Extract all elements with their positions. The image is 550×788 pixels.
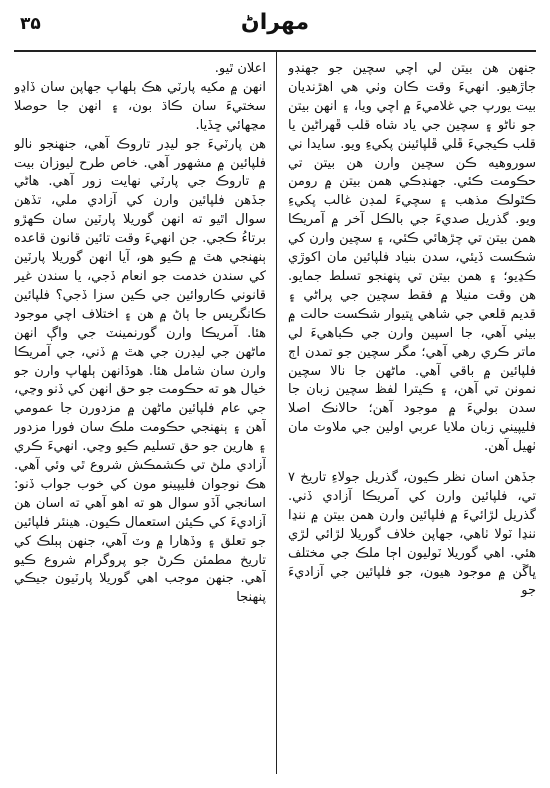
left-column (14, 60, 266, 772)
page-header (0, 0, 550, 52)
paragraph: جڏهن اسان نظر ڪيون، گذريل جولاءِ تاريخ ۷ تي، فلپائين وارن کي آمريڪا آزادي ڏني. گذريل لڙائيءَ ۾ فلپائين وارن همن بيتن ۾ ننڍا ننڍا ٽولا ٺاهي، جهاپن خلاف گوريلا لڙائي لڙي هئي. اهي گوريلا ٽوليون اڄا ملڪ جي مختلف ڀاڱن ۾ موجود هيون، جو فلپائين جي آزاديءَ جو (288, 470, 536, 599)
column-divider (276, 52, 277, 774)
paragraph: جنهن هن بيتن لي اچي سچين جو جهنڊو جاڙهيو. انهيءَ وقت ڪان وٺي هي اهڙنديان بيت يورپ جي غلاميءَ ۾ اچي ويا، ۽ انهن بيتن جو ناڻو ۽ سچين جي ياد شاه قلب ڦهراڻين يا قلب ڪيجيءَ ڦلي ڦلپائينن پکيءِ ويو. سايدا ني سوروهيه ڪن سچين وارن هن بيتن تي حڪومت ڪئي. جهنڊڪي همن بيتن ۾ رومن ڪٿولڪ مذهب ۽ سچيءَ لمڊن غالب پکيءِ ويو. گذريل صديءَ جي بالڪل آخر ۾ آمريڪا همن بيتن تي چڙهائي ڪئي، ۽ سچين وارن کي شڪست ڏيئي، سدن بنياد فلپائين مان اکوڙي ڪڍيو؛ ۽ همن بيتن تي پنهنجو تسلط جمايو. هن وقت منيلا ۾ فقط سچين جي پراڻي ۽ قديم قلعي جي شاهي ڀتيوار شڪست حالت ۾ بيٺي آهي، جا اسپين وارن جي ڪباهيءَ لي ماتر ڪري رهي آهي؛ مگر سچين جو تمدن اڄ فلپائين ۾ باقي آهي. ماڻهن جا نالا سچين نمونن تي آهن، ۽ ڪيترا لفظ سچين زبان جا سدن بوليءَ ۾ موجود آهن؛ حالانڪ اصلا فليپيني زبان ملايا عربي اولين جي ملاوٽ مان ٺهيل آهن. (288, 61, 536, 455)
page-number: ۳۵ (20, 14, 41, 34)
paragraph: اعلان ٿيو. (214, 61, 266, 76)
running-title: مهراڻ (240, 10, 310, 35)
paragraph: هن پارٽيءَ جو ليڊر تاروڪ آهي، جنهنجو نالو فلپائين ۾ مشهور آهي. خاص طرح ليوزان بيت ۾ تاروڪ جي پارٽي نهايت زور آهي. هاڻي جڏهن فلپائين وارن کي آزادي ملي، تڏهن سوال اٿيو ته انهن گوريلا پارٽين سان ڪهڙو برتاءُ ڪجي. جن انهيءَ وقت تائين قانون قاعده ٻنهنجي هٿ ۾ ڪيو هو، آيا انهن گوريلا پارٽين کي سندن خدمت جو انعام ڏجي، يا سندن غير قانوني ڪاروائين جي ڪين سزا ڏجي؟ فلپائين ڪانگريس جا ٻاڻ ۾ هن ۽ اختلاف اچي موجود هئا. آمريڪا وارن گورنمينٽ جي واڳ انهن ماڻهن جي ليڊرن جي هٿ ۾ ڏني، جي آمريڪا وارن سان شامل هئا. هوڏانهن ٻلهاپ وارن جو خيال هو ته حڪومت جو حق انهن کي ڏنو وڃي، جي عام فلپائين ماڻهن ۾ مزدورن جا عمومي آهن ۽ ٻنهنجي حڪومت ملڪ سان فورا مزدور ۽ هارين جو حق تسليم ڪيو وڃي. انهيءَ ڪري آزادي ملڻ تي ڪشمڪش شروع ٿي وئي آهي. هڪ نوجوان فليپينو مون کي خوب جواب ڏنو: اسانجي آڏو سوال هو ته اهو آهي ته اسان هن آزاديءَ کي ڪيئن استعمال ڪيون. هينئر فلپائين جو تعلق ۽ وڏهارا ۾ وٽ آهي، جنهن ٻبلڪ کي تاريخ مطمئن ڪرڻ جو پروگرام شروع ڪيو آهي. جنهن موجب اهي گوريلا پارٽيون جيڪي پنهنجا (14, 136, 266, 606)
paragraph: انهن ۾ مکيه پارٽي هڪ ٻلهاپ جهاپن سان ڏاڍو سختيءَ سان ڪاڌ بون، ۽ انهن جا حوصلا مڃهائي ڇڏيا. (14, 79, 266, 133)
header-rule (14, 50, 536, 52)
right-column (288, 60, 536, 772)
paragraph-gap (288, 457, 536, 469)
